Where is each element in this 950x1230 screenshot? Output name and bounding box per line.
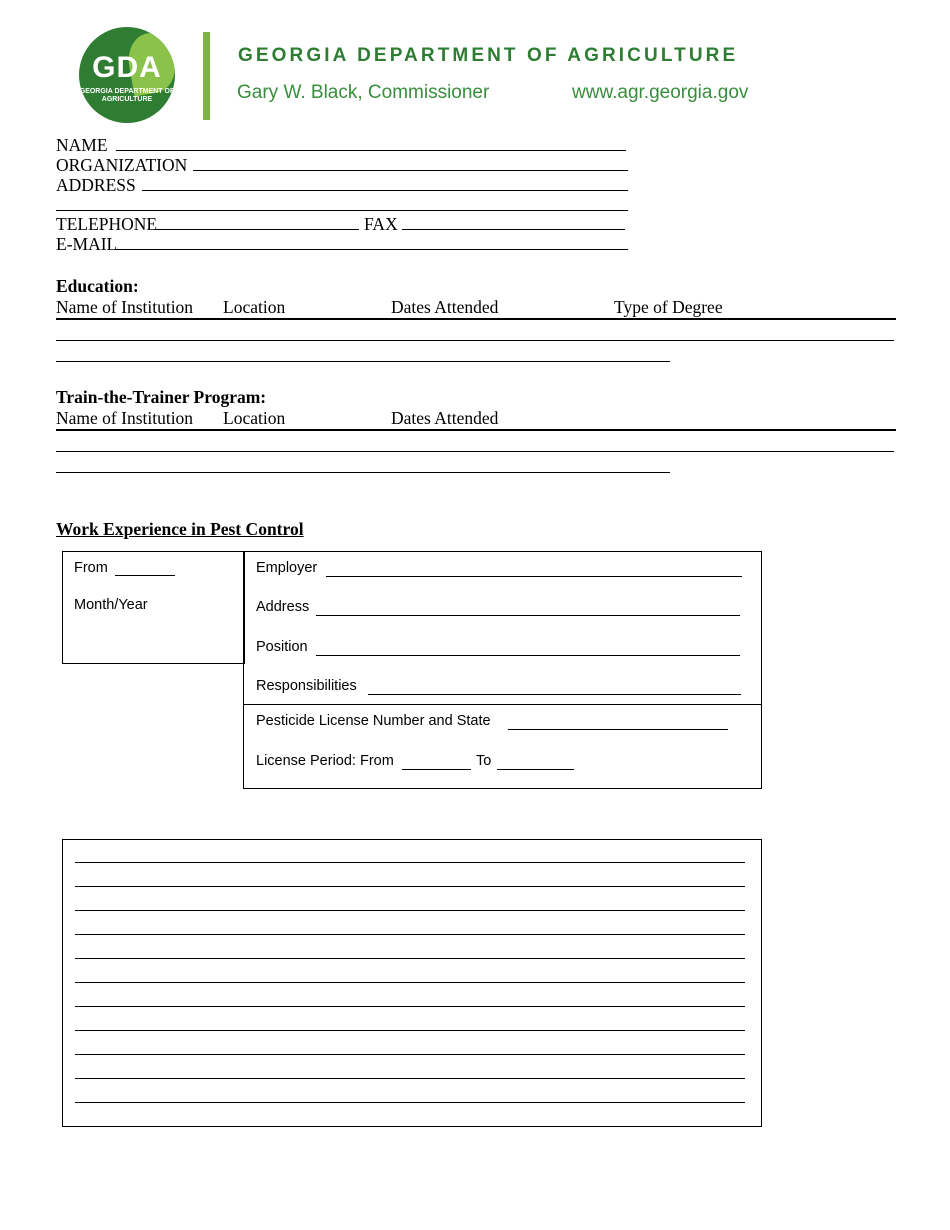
notes-line[interactable] (75, 982, 745, 983)
employer-field[interactable] (326, 576, 742, 577)
name-label: NAME (56, 135, 108, 155)
from-label: From (74, 560, 108, 576)
employer-row (256, 559, 317, 577)
notes-line[interactable] (75, 910, 745, 911)
logo-subtext: GEORGIA DEPARTMENT OF AGRICULTURE (79, 88, 175, 103)
education-entry-line-1[interactable] (56, 340, 894, 341)
commissioner-name: Gary W. Black, Commissioner (237, 82, 490, 103)
notes-box (62, 839, 762, 1127)
trainer-heading: Train-the-Trainer Program: (56, 387, 267, 407)
responsibilities-row (256, 677, 357, 695)
notes-line[interactable] (75, 1102, 745, 1103)
education-entry-line-2[interactable] (56, 361, 670, 362)
fax-field[interactable] (402, 229, 625, 230)
education-header-rule (56, 318, 896, 320)
website-link: www.agr.georgia.gov (572, 82, 749, 103)
address-label: ADDRESS (56, 175, 136, 195)
telephone-label: TELEPHONE (56, 214, 158, 234)
trainer-col-location: Location (223, 408, 286, 428)
header-divider (203, 32, 210, 120)
work-address-field[interactable] (316, 615, 740, 616)
employer-box-divider (243, 704, 761, 705)
logo-text: GDA (92, 51, 162, 84)
email-field[interactable] (116, 249, 628, 250)
address-row (56, 175, 136, 195)
organization-label: ORGANIZATION (56, 155, 188, 175)
address-field[interactable] (142, 190, 628, 191)
position-label: Position (256, 639, 308, 655)
trainer-col-institution: Name of Institution (56, 408, 194, 428)
month-year-label: Month/Year (74, 597, 148, 613)
email-label: E-MAIL (56, 234, 118, 254)
trainer-header-rule (56, 429, 896, 431)
email-row (56, 234, 117, 254)
education-col-degree: Type of Degree (614, 297, 723, 317)
trainer-col-dates: Dates Attended (391, 408, 499, 428)
position-row (256, 638, 308, 656)
education-heading: Education: (56, 276, 139, 296)
telephone-field[interactable] (155, 229, 359, 230)
education-col-institution: Name of Institution (56, 297, 194, 317)
license-row (256, 712, 491, 730)
notes-line[interactable] (75, 1030, 745, 1031)
license-from-field[interactable] (402, 769, 471, 770)
department-title: GEORGIA DEPARTMENT OF AGRICULTURE (238, 45, 739, 66)
license-to-field[interactable] (497, 769, 574, 770)
work-heading: Work Experience in Pest Control (56, 519, 304, 539)
work-address-label: Address (256, 599, 310, 615)
organization-field[interactable] (193, 170, 628, 171)
notes-line[interactable] (75, 958, 745, 959)
education-col-dates: Dates Attended (391, 297, 499, 317)
telephone-row (56, 214, 157, 234)
organization-row (56, 155, 187, 175)
gda-logo (79, 27, 175, 123)
trainer-entry-line-2[interactable] (56, 472, 670, 473)
from-date-field[interactable] (115, 575, 175, 576)
responsibilities-label: Responsibilities (256, 678, 357, 694)
notes-line[interactable] (75, 862, 745, 863)
license-period-label: License Period: From (256, 753, 394, 769)
license-label: Pesticide License Number and State (256, 713, 491, 729)
work-address-row (256, 598, 309, 616)
trainer-entry-line-1[interactable] (56, 451, 894, 452)
education-col-location: Location (223, 297, 286, 317)
fax-row (364, 214, 398, 234)
name-field[interactable] (116, 150, 626, 151)
to-label: To (476, 753, 492, 769)
notes-line[interactable] (75, 1078, 745, 1079)
address-field-line-2[interactable] (56, 210, 628, 211)
license-field[interactable] (508, 729, 728, 730)
position-field[interactable] (316, 655, 740, 656)
name-row (56, 135, 108, 155)
notes-line[interactable] (75, 934, 745, 935)
notes-line[interactable] (75, 1054, 745, 1055)
notes-line[interactable] (75, 1006, 745, 1007)
employer-label: Employer (256, 560, 318, 576)
license-period-row (256, 752, 394, 770)
from-row (74, 559, 108, 577)
fax-label: FAX (364, 214, 398, 234)
notes-line[interactable] (75, 886, 745, 887)
responsibilities-field[interactable] (368, 694, 741, 695)
